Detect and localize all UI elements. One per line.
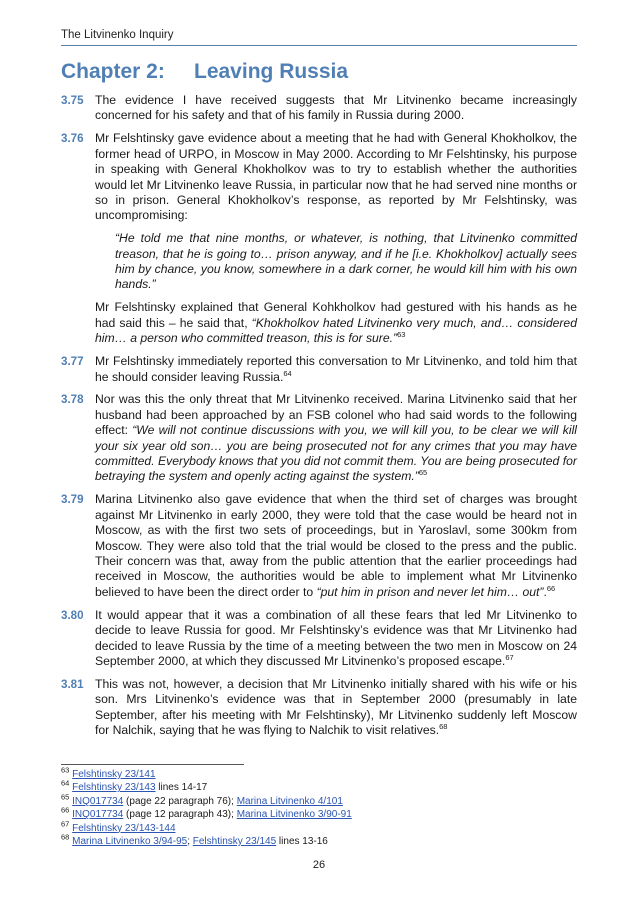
footnote-number: 68 — [61, 832, 70, 842]
paragraph-text-wrap — [95, 492, 577, 600]
footnote-text: (page 12 paragraph 43); — [123, 809, 237, 821]
paragraph-text: Mr Felshtinsky immediately reported this conversation to Mr Litvinenko, and told him that he should consider leaving Russia. — [95, 354, 577, 384]
paragraph-3-79 — [61, 492, 577, 600]
paragraph-3-80 — [61, 608, 577, 670]
paragraph-text: Mr Felshtinsky gave evidence about a meeting that he had with General Khokholkov, the former head of URPO, in Moscow in May 2000. According to Mr Felshtinsky, his purpose in speaking with General Khokholkov was to try to establish whether the authorities would let Mr Litvinenko leave Russia, in particular now that he had served nine months or so in prison. General Khokholkov’s response, as reported by Mr Felshtinsky, was uncompromising: — [95, 131, 577, 223]
paragraph-text-wrap — [95, 608, 577, 670]
paragraph-text: Nor was this the only threat that Mr Litvinenko received. Marina Litvinenko said that her husband had been approached by an FSB colonel who had said words to the following effect: — [95, 392, 577, 438]
citation-link[interactable]: INQ017734 — [72, 795, 124, 807]
paragraph-text: This was not, however, a decision that Mr Litvinenko initially shared with his wife or his son. Mrs Litvinenko’s evidence was that in September 2000 (presumably in late September, after his meeting with Mr Felshtinsky), Mr Litvinenko suddenly left Moscow for Nalchik, saying that he was flying to Nalchik to visit relatives. — [95, 676, 577, 738]
footnote — [61, 781, 352, 794]
footnote — [61, 832, 352, 848]
paragraph-number: 3.79 — [61, 493, 84, 507]
citation-link[interactable]: Marina Litvinenko 3/90-91 — [236, 809, 352, 821]
chapter-title: Leaving Russia — [194, 60, 349, 83]
paragraph-3-77 — [61, 354, 577, 385]
footnotes — [61, 765, 352, 848]
paragraph-number: 3.78 — [61, 393, 84, 407]
chapter-heading — [61, 60, 348, 84]
footnote-text: ; — [187, 836, 193, 848]
paragraph-number: 3.76 — [61, 132, 84, 146]
footnote-ref[interactable]: 68 — [439, 721, 448, 731]
paragraph-3-75 — [61, 93, 577, 124]
footnote-number: 66 — [61, 805, 70, 815]
citation-link[interactable]: Marina Litvinenko 3/94-95 — [72, 836, 188, 848]
footnote-ref[interactable]: 66 — [546, 583, 556, 593]
footnote — [61, 805, 352, 821]
body-text — [61, 93, 577, 746]
footnote — [61, 765, 352, 781]
paragraph-number: 3.77 — [61, 355, 84, 369]
footnote — [61, 792, 352, 808]
footnote-ref[interactable]: 65 — [418, 468, 428, 478]
inline-quote: “We will not continue discussions with you, we will kill you, to be clear we will kill your six year old son… you are being prosecuted not for any crimes that you may have committed. Everybody knows that you did not commit them. You are being prosecuted for betraying the system and openly acting against the system.” — [95, 423, 577, 484]
continuation-text: Mr Felshtinsky explained that General Kohkholkov had gestured with his hands as he had said this – he said that, — [95, 300, 577, 330]
footnote-ref[interactable]: 67 — [505, 652, 514, 662]
running-header: The Litvinenko Inquiry — [61, 29, 174, 41]
paragraph-text-wrap — [95, 392, 577, 484]
paragraph-text: Marina Litvinenko also gave evidence that when the third set of charges was brought against Mr Litvinenko in early 2000, they were told that the case would be heard not in Moscow, as with the first two sets of proceedings, but in Yaroslavl, some 300km from Moscow. They were also told that the trial would be closed to the press and the public. Their concern was that, away from the public attention that the earlier proceedings had received in Moscow, the authorities would be able to implement what Mr Litvinenko believed to have been the direct order to — [95, 492, 577, 599]
block-quote: “He told me that nine months, or whatever, is nothing, that Litvinenko committed treason, that he is going to… prison anyway, and if he [i.e. Khokholkov] actually sees him by chance, you know, somewhere in a dark corner, he would kill him with his own hands.” — [115, 231, 577, 292]
citation-link[interactable]: INQ017734 — [72, 809, 124, 821]
paragraph-3-81 — [61, 677, 577, 739]
footnote-number: 63 — [61, 765, 70, 775]
paragraph-text-wrap — [95, 677, 577, 739]
paragraph-continuation — [95, 300, 577, 346]
footnote — [61, 819, 352, 835]
footnote-text: lines 13-16 — [276, 836, 328, 848]
footnote-number: 67 — [61, 819, 70, 829]
paragraph-text-wrap — [95, 354, 577, 385]
paragraph-3-78 — [61, 392, 577, 484]
paragraph-text: It would appear that it was a combination of all these fears that led Mr Litvinenko to decide to leave Russia for good. Mr Felshtinsky’s evidence was that Mr Litvinenko had decided to leave Russia by the time of a meeting between the two men in Moscow on 24 September 2000, at which they discussed Mr Litvinenko’s proposed escape. — [95, 607, 577, 668]
footnote-ref[interactable]: 64 — [283, 368, 292, 378]
inline-quote: “Khokholkov hated Litvinenko very much, and… considered him… a person who committed treason, this is for sure.” — [95, 315, 577, 346]
paragraph-number: 3.80 — [61, 608, 84, 622]
citation-link[interactable]: Marina Litvinenko 4/101 — [236, 795, 343, 807]
chapter-number: Chapter 2: — [61, 60, 165, 83]
footnote-text: lines 14-17 — [155, 782, 208, 794]
citation-link[interactable]: Felshtinsky 23/145 — [192, 836, 277, 848]
paragraph-end: . — [543, 584, 547, 599]
footnote-separator — [61, 764, 244, 765]
footnote-number: 64 — [61, 779, 70, 789]
citation-link[interactable]: Felshtinsky 23/141 — [72, 769, 156, 780]
inline-quote: “put him in prison and never let him… out” — [316, 584, 544, 599]
header-rule — [61, 45, 577, 46]
page-number: 26 — [312, 859, 326, 871]
footnote-ref[interactable]: 63 — [397, 330, 406, 340]
footnote-text: (page 22 paragraph 76); — [123, 795, 237, 807]
citation-link[interactable]: Felshtinsky 23/143-144 — [72, 822, 176, 834]
paragraph-number: 3.81 — [61, 677, 84, 691]
citation-link[interactable]: Felshtinsky 23/143 — [72, 782, 156, 794]
paragraph-text: The evidence I have received suggests that Mr Litvinenko became increasingly concerned for his safety and that of his family in Russia during 2000. — [95, 93, 577, 123]
paragraph-3-76 — [61, 131, 577, 223]
paragraph-number: 3.75 — [61, 94, 84, 107]
footnote-number: 65 — [61, 792, 70, 802]
